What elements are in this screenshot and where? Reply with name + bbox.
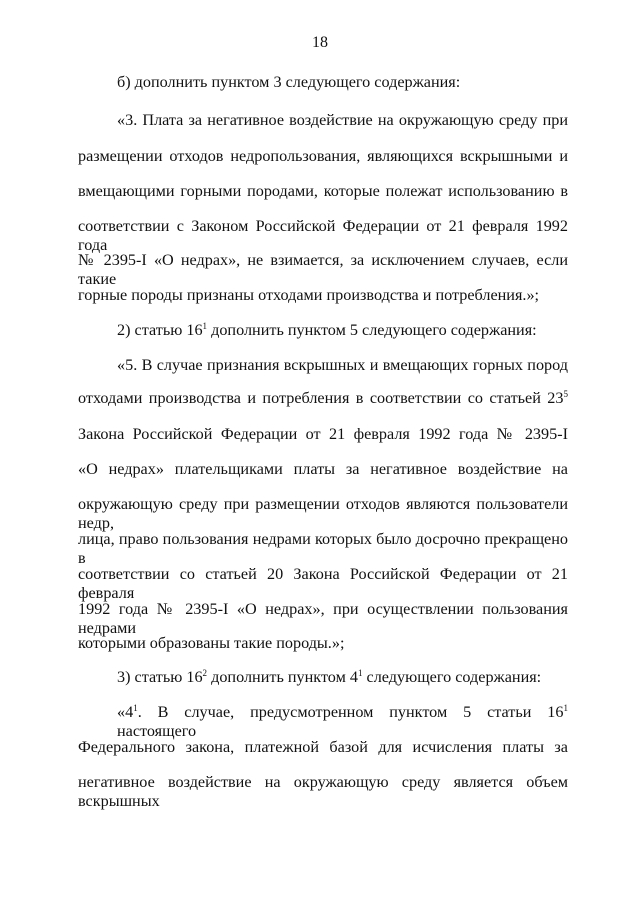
text-line: отходами производства и потребления в соответствии со статьей $23^5$: [78, 389, 568, 407]
text-line: негативное воздействие на окружающую среду является объем вскрышных: [78, 773, 568, 810]
text-line: «5. В случае признания вскрышных и вмещающих горных пород: [117, 356, 568, 374]
text-line: 3) статью $16^2$ дополнить пунктом $4^1$ следующего содержания:: [117, 668, 542, 686]
text-line: 1992 года № 2395-I «О недрах», при осуществлении пользования недрами: [78, 600, 568, 637]
text-line: «3. Плата за негативное воздействие на окружающую среду при: [117, 111, 568, 129]
text-line: «$4^1$. В случае, предусмотренном пунктом 5 статьи $16^1$ настоящего: [117, 703, 568, 740]
text-line: лица, право пользования недрами которых было досрочно прекращено в: [78, 530, 568, 567]
text-line: «О недрах» плательщиками платы за негативное воздействие на: [78, 460, 568, 478]
text-line: вмещающими горными породами, которые полежат использованию в: [78, 182, 568, 200]
text-line: горные породы признаны отходами производства и потребления.»;: [78, 286, 540, 304]
page-number: 18: [312, 34, 328, 51]
text-line: № 2395-I «О недрах», не взимается, за исключением случаев, если такие: [78, 251, 568, 288]
text-line: соответствии со статьей 20 Закона Российской Федерации от 21 февраля: [78, 565, 568, 602]
text-line: соответствии с Законом Российской Федерации от 21 февраля 1992 года: [78, 217, 568, 254]
text-line: размещении отходов недропользования, являющихся вскрышными и: [78, 147, 568, 165]
text-line: 2) статью $16^1$ дополнить пунктом 5 следующего содержания:: [117, 321, 537, 339]
text-line: б) дополнить пунктом 3 следующего содержания:: [117, 73, 461, 91]
text-line: Федерального закона, платежной базой для исчисления платы за: [78, 738, 568, 756]
text-line: которыми образованы такие породы.»;: [78, 634, 345, 652]
text-line: окружающую среду при размещении отходов являются пользователи недр,: [78, 495, 568, 532]
text-line: Закона Российской Федерации от 21 февраля 1992 года № 2395-I: [78, 425, 568, 443]
